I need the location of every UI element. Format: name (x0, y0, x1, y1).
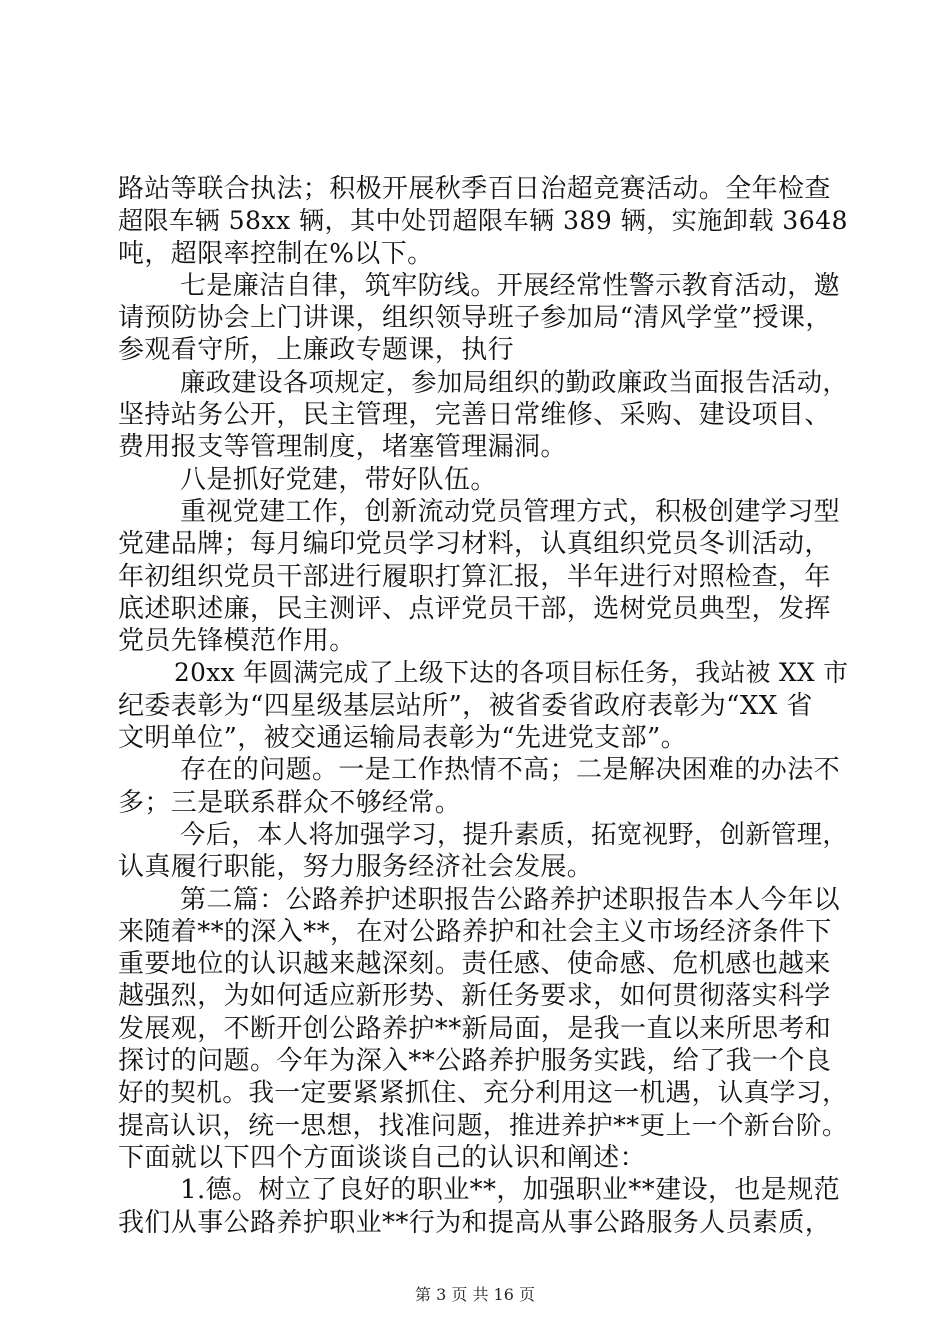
text-line: 好的契机。我一定要紧紧抓住、充分利用这一机遇，认真学习， (118, 1078, 849, 1109)
text-line: 认真履行职能，努力服务经济社会发展。 (118, 852, 594, 883)
text-line: 七是廉洁自律，筑牢防线。开展经常性警示教育活动，邀 (180, 270, 841, 301)
text-line: 坚持站务公开，民主管理，完善日常维修、采购、建设项目、 (118, 400, 831, 431)
text-line: 超限车辆 58xx 辆，其中处罚超限车辆 389 辆，实施卸载 3648 (118, 206, 848, 236)
text-line: 多；三是联系群众不够经常。 (118, 787, 462, 818)
text-line: 来随着**的深入**，在对公路养护和社会主义市场经济条件下 (118, 916, 832, 947)
document-body (118, 173, 848, 1239)
text-line: 20xx 年圆满完成了上级下达的各项目标任务，我站被 XX 市 (174, 658, 849, 688)
text-line: 提高认识，统一思想，找准问题，推进养护**更上一个新台阶。 (118, 1110, 848, 1141)
text-line: 发展观，不断开创公路养护**新局面，是我一直以来所思考和 (118, 1013, 832, 1044)
text-line: 吨，超限率控制在%以下。 (118, 238, 434, 269)
text-line: 越强烈，为如何适应新形势、新任务要求，如何贯彻落实科学 (118, 981, 831, 1012)
text-line: 重视党建工作，创新流动党员管理方式，积极创建学习型 (180, 496, 841, 527)
text-line: 参观看守所，上廉政专题课，执行 (118, 335, 515, 366)
text-line: 路站等联合执法；积极开展秋季百日治超竞赛活动。全年检查 (118, 174, 831, 204)
text-line: 第二篇：公路养护述职报告公路养护述职报告本人今年以 (180, 884, 841, 915)
text-line: 费用报支等管理制度，堵塞管理漏洞。 (118, 432, 567, 463)
text-line: 党建品牌；每月编印党员学习材料，认真组织党员冬训活动， (118, 529, 831, 560)
text-line: 党员先锋模范作用。 (118, 626, 356, 657)
text-line: 文明单位”，被交通运输局表彰为“先进党支部”。 (118, 723, 688, 754)
text-line: 年初组织党员干部进行履职打算汇报，半年进行对照检查，年 (118, 561, 831, 592)
text-line: 下面就以下四个方面谈谈自己的认识和阐述： (118, 1142, 647, 1173)
text-line: 1.德。树立了良好的职业**，加强职业**建设，也是规范 (180, 1175, 841, 1206)
text-line: 八是抓好党建，带好队伍。 (180, 464, 497, 495)
text-line: 底述职述廉，民主测评、点评党员干部，选树党员典型，发挥 (118, 593, 831, 624)
text-line: 廉政建设各项规定，参加局组织的勤政廉政当面报告活动， (180, 367, 849, 397)
text-line: 探讨的问题。今年为深入**公路养护服务实践，给了我一个良 (118, 1046, 832, 1077)
text-line: 请预防协会上门讲课，组织领导班子参加局“清风学堂”授课， (118, 303, 832, 334)
text-line: 今后，本人将加强学习，提升素质，拓宽视野，创新管理， (180, 819, 849, 849)
page-footer: 第 3 页 共 16 页 (415, 1285, 535, 1304)
text-line: 我们从事公路养护职业**行为和提高从事公路服务人员素质， (118, 1207, 832, 1238)
text-line: 重要地位的认识越来越深刻。责任感、使命感、危机感也越来 (118, 949, 831, 980)
text-line: 存在的问题。一是工作热情不高；二是解决困难的办法不 (180, 755, 841, 786)
text-line: 纪委表彰为“四星级基层站所”，被省委省政府表彰为“XX 省 (118, 690, 813, 721)
